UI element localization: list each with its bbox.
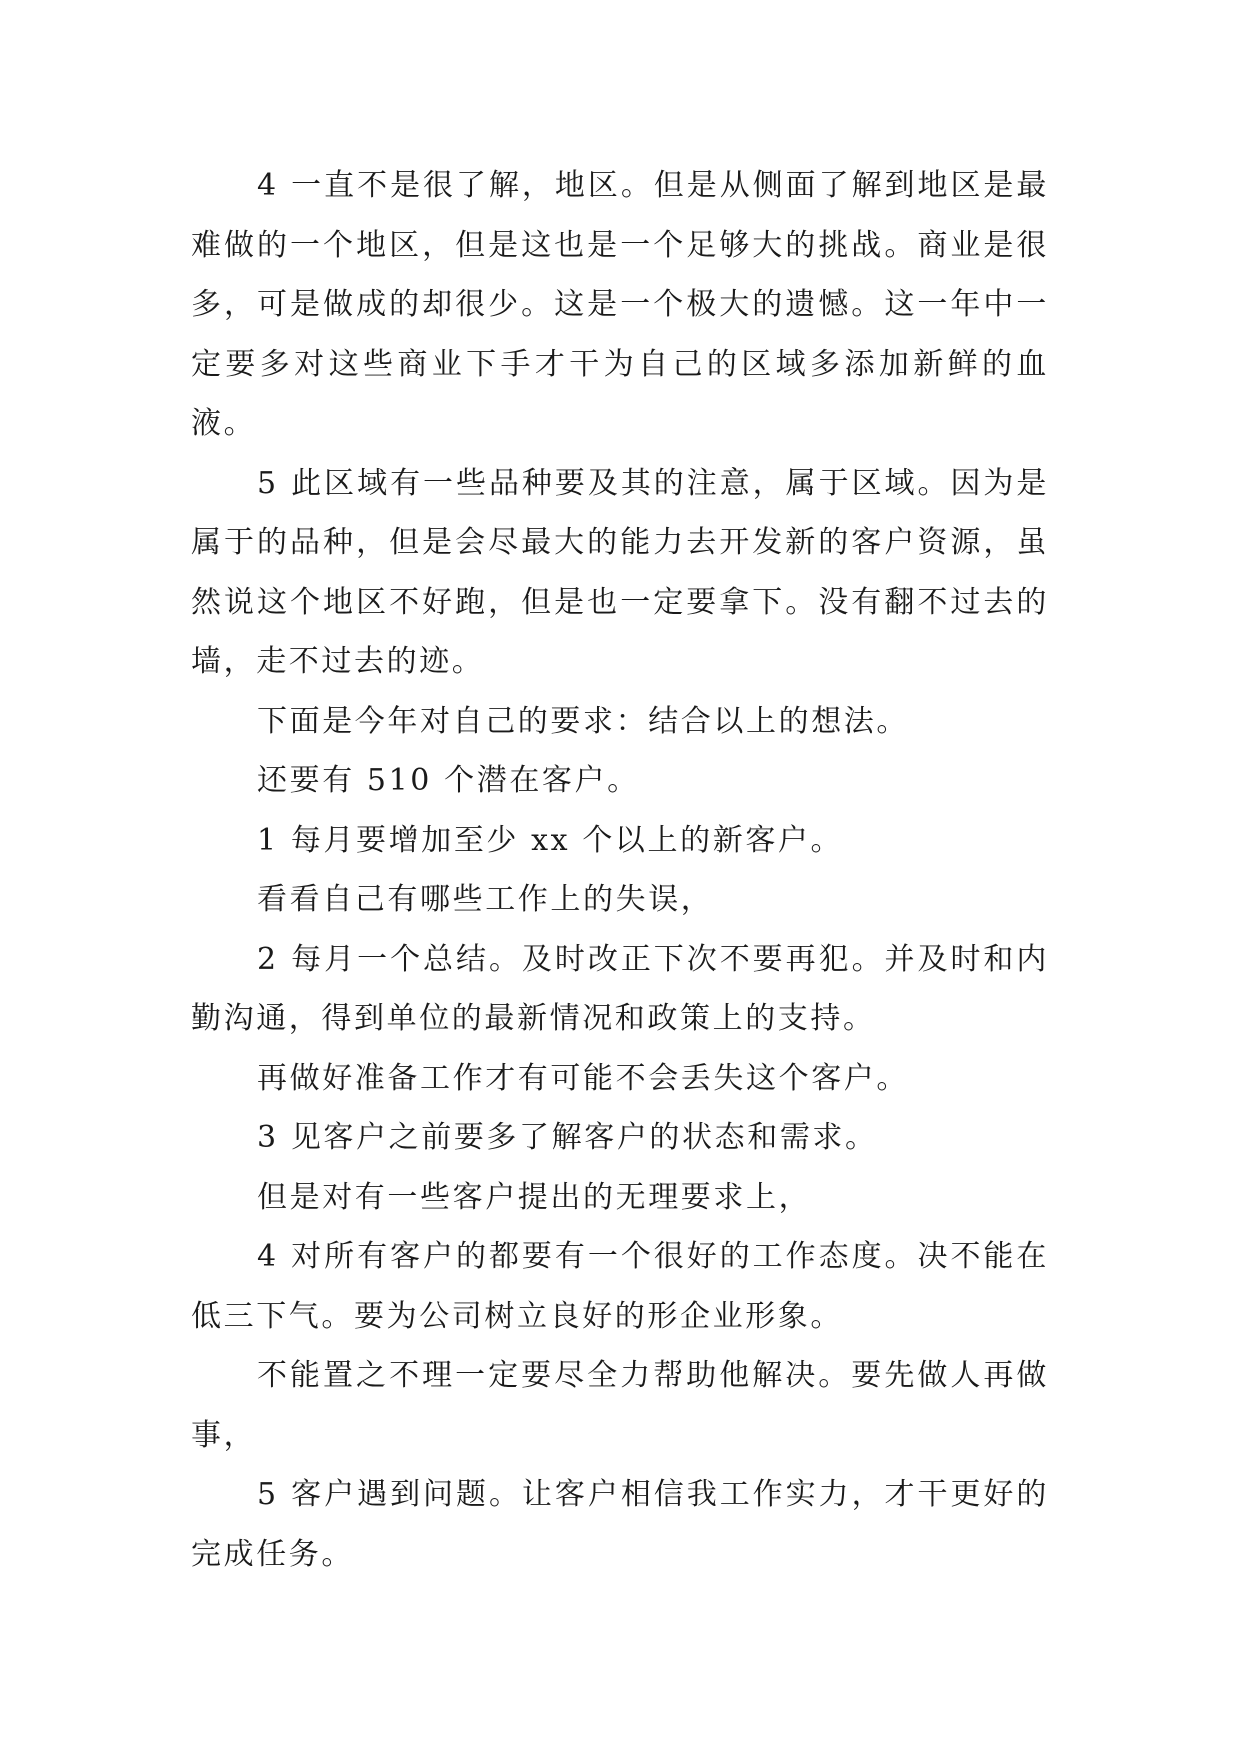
document-body [191, 156, 1049, 1584]
paragraph-3: 下面是今年对自己的要求：结合以上的想法。 [257, 703, 909, 739]
paragraph-10: 但是对有一些客户提出的无理要求上， [257, 1179, 812, 1215]
paragraph-2: 5 此区域有一些品种要及其的注意，属于区域。因为是属于的品种，但是会尽最大的能力去开发新的客户资源，虽然说这个地区不好跑，但是也一定要拿下。没有翻不过去的墙，走不过去的迹。 [191, 465, 1049, 679]
paragraph-1: 4 一直不是很了解，地区。但是从侧面了解到地区是最难做的一个地区，但是这也是一个足够大的挑战。商业是很多，可是做成的却很少。这是一个极大的遗憾。这一年中一定要多对这些商业下手才干为自己的区域多添加新鲜的血液。 [191, 168, 1049, 441]
paragraph-12: 不能置之不理一定要尽全力帮助他解决。要先做人再做事， [191, 1358, 1049, 1453]
paragraph-4: 还要有 510 个潜在客户。 [257, 763, 640, 798]
paragraph-13: 5 客户遇到问题。让客户相信我工作实力，才干更好的完成任务。 [191, 1477, 1049, 1572]
paragraph-9: 3 见客户之前要多了解客户的状态和需求。 [257, 1120, 878, 1155]
paragraph-6: 看看自己有哪些工作上的失误， [257, 882, 714, 917]
paragraph-5: 1 每月要增加至少 xx 个以上的新客户。 [257, 822, 844, 858]
paragraph-11: 4 对所有客户的都要有一个很好的工作态度。决不能在低三下气。要为公司树立良好的形企业形象。 [191, 1239, 1049, 1334]
paragraph-8: 再做好准备工作才有可能不会丢失这个客户。 [257, 1060, 909, 1096]
paragraph-7: 2 每月一个总结。及时改正下次不要再犯。并及时和内勤沟通，得到单位的最新情况和政策上的支持。 [191, 941, 1049, 1036]
